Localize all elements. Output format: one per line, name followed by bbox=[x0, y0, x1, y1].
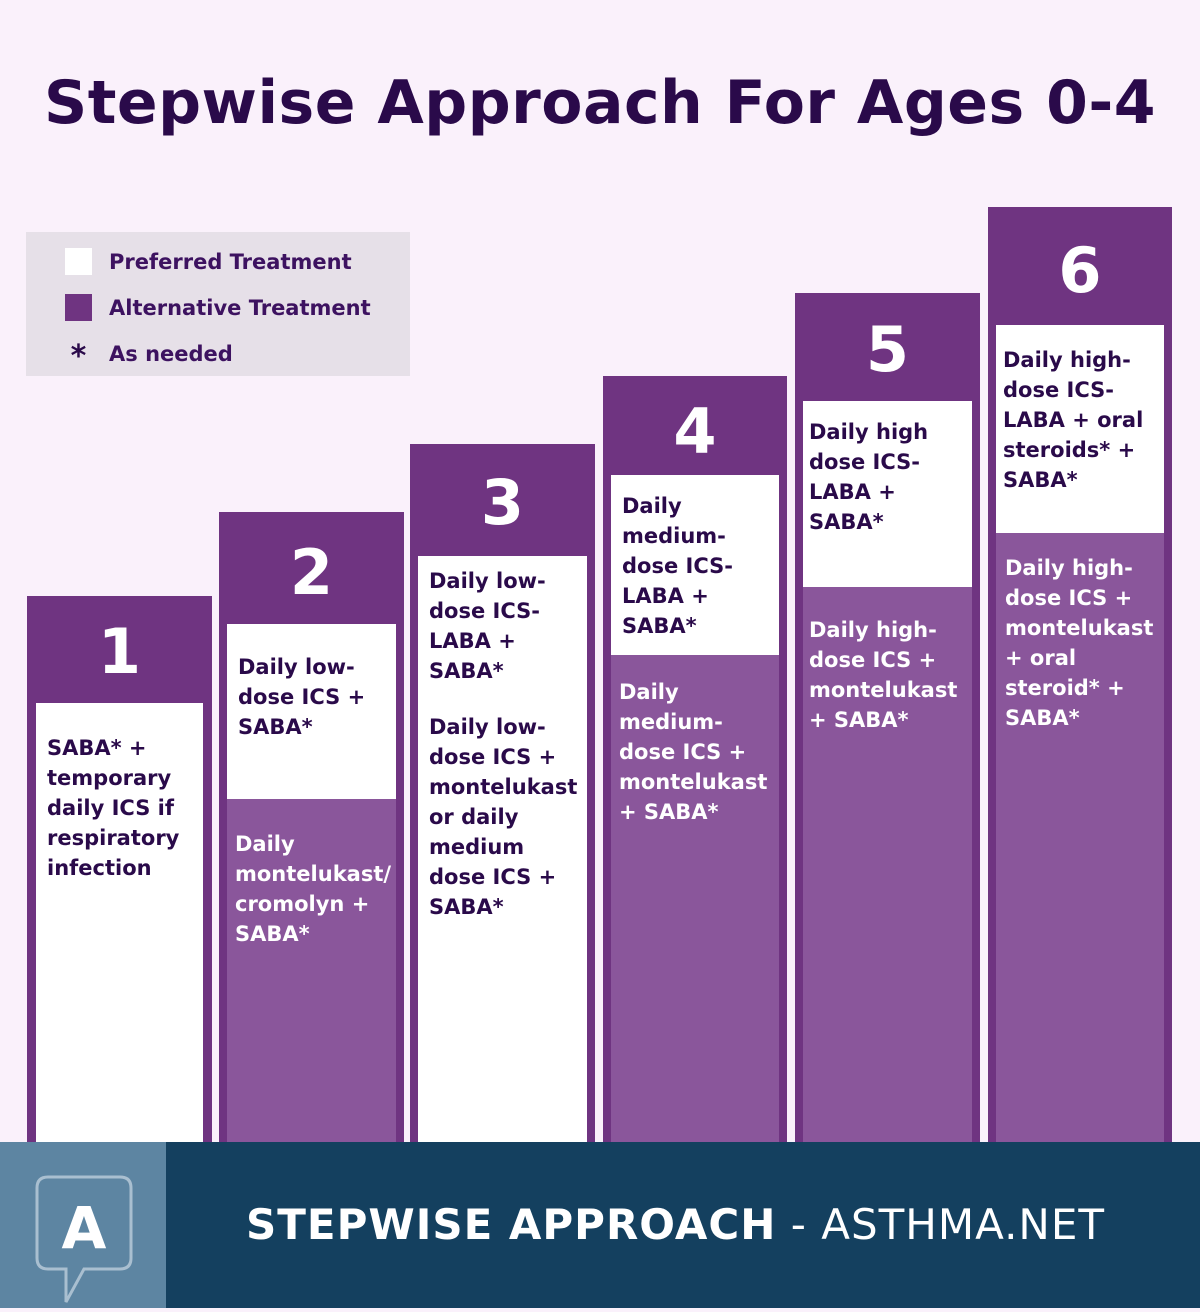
step-alternative-treatment: Daily low-dose ICS + montelukast or daily medium dose ICS + SABA* bbox=[429, 715, 578, 919]
step-preferred-treatment: SABA* + temporary daily ICS if respiratory infection bbox=[36, 703, 203, 1142]
step-2 bbox=[219, 512, 404, 1142]
step-6 bbox=[988, 207, 1172, 1142]
footer-label-bold: STEPWISE APPROACH bbox=[246, 1200, 777, 1249]
step-alternative-treatment: Daily medium-dose ICS + montelukast + SABA* bbox=[611, 655, 779, 1142]
legend-item-as-needed bbox=[26, 336, 233, 372]
alternative-swatch bbox=[65, 294, 92, 321]
step-alternative-treatment: Daily high-dose ICS + montelukast + SABA* bbox=[803, 587, 972, 1142]
footer-banner bbox=[0, 1142, 1200, 1308]
step-alternative-treatment: Daily high-dose ICS + montelukast + oral steroid* + SABA* bbox=[996, 533, 1164, 1142]
step-number: 1 bbox=[97, 615, 142, 688]
speech-bubble-logo-icon bbox=[0, 1142, 166, 1308]
legend-label-as-needed: As needed bbox=[109, 342, 233, 366]
step-number: 3 bbox=[480, 466, 525, 539]
step-number: 6 bbox=[1058, 234, 1102, 307]
asterisk-icon: * bbox=[70, 339, 87, 374]
preferred-swatch bbox=[65, 248, 92, 275]
step-preferred-treatment bbox=[418, 556, 587, 1142]
page-title: Stepwise Approach For Ages 0-4 bbox=[44, 68, 1156, 138]
step-3 bbox=[410, 444, 595, 1142]
logo-letter: A bbox=[61, 1194, 107, 1262]
step-number: 4 bbox=[673, 395, 717, 468]
step-5 bbox=[795, 293, 980, 1142]
legend-label-alternative: Alternative Treatment bbox=[109, 295, 371, 320]
legend-label-preferred: Preferred Treatment bbox=[109, 249, 352, 274]
footer-label bbox=[246, 1200, 1105, 1249]
step-4 bbox=[603, 376, 787, 1142]
step-preferred-treatment: Daily medium-dose ICS-LABA + SABA* bbox=[611, 475, 779, 655]
step-1 bbox=[27, 596, 212, 1142]
footer-label-site: - ASTHMA.NET bbox=[776, 1200, 1106, 1249]
step-number: 5 bbox=[865, 313, 910, 386]
step-preferred-treatment: Daily low-dose ICS + SABA* bbox=[227, 624, 396, 799]
legend-item-alternative bbox=[26, 294, 371, 321]
step-number: 2 bbox=[289, 536, 334, 609]
logo[interactable] bbox=[0, 1142, 166, 1308]
step-alternative-treatment: Daily montelukast/ cromolyn + SABA* bbox=[227, 799, 396, 1142]
step-preferred-text: Daily low-dose ICS-LABA + SABA* bbox=[429, 569, 546, 683]
step-preferred-treatment: Daily high-dose ICS-LABA + oral steroids* + SABA* bbox=[996, 325, 1164, 533]
legend-item-preferred bbox=[26, 248, 352, 275]
step-preferred-treatment: Daily high dose ICS-LABA + SABA* bbox=[803, 401, 972, 587]
legend bbox=[26, 232, 410, 376]
